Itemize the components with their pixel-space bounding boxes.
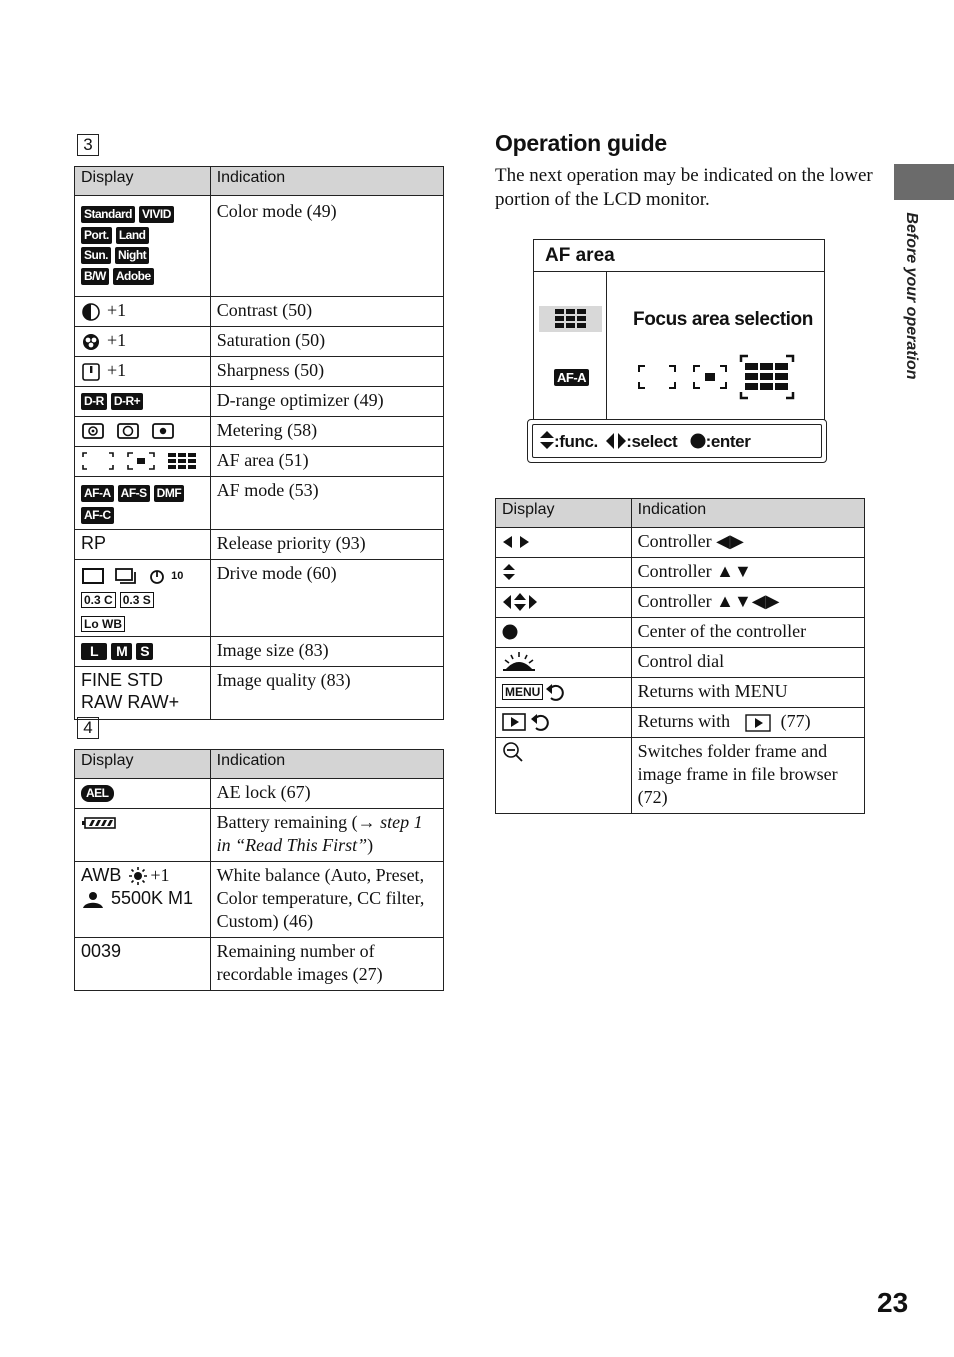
battery-icon bbox=[81, 815, 117, 831]
daylight-icon bbox=[128, 867, 148, 885]
table-row bbox=[75, 637, 444, 667]
header-indication: Indication bbox=[210, 750, 443, 779]
wb-bracket-icon: Lo WB bbox=[81, 616, 125, 632]
control-dial-icon bbox=[502, 652, 536, 672]
table-row bbox=[496, 648, 865, 678]
table-row bbox=[75, 809, 444, 862]
side-tab-marker bbox=[894, 164, 954, 200]
wb-shift-value: +1 bbox=[150, 865, 170, 885]
indication-controller-up-down: Controller ▲▼ bbox=[631, 558, 864, 588]
operation-guide-table bbox=[495, 498, 865, 814]
color-mode-sunset: Sun. bbox=[81, 247, 111, 264]
d-range-icon: D-R bbox=[81, 393, 107, 410]
af-a-icon: AF-A bbox=[81, 485, 114, 502]
indication-contrast: Contrast (50) bbox=[210, 297, 443, 327]
contrast-value: +1 bbox=[107, 300, 127, 320]
ae-lock-icon: AEL bbox=[81, 785, 114, 802]
table-row bbox=[75, 357, 444, 387]
remaining-images-display: 0039 bbox=[75, 938, 211, 991]
section-3-table bbox=[74, 166, 444, 720]
lcd-af-a-icon: AF-A bbox=[554, 369, 589, 386]
multi-segment-metering-icon bbox=[81, 421, 105, 441]
wb-temperature: 5500K M1 bbox=[111, 888, 194, 908]
battery-reference: → step 1 in “Read This First” bbox=[216, 812, 423, 855]
section-4-table bbox=[74, 749, 444, 991]
left-right-arrows-icon bbox=[606, 433, 626, 449]
color-mode-icons bbox=[75, 196, 211, 297]
lcd-func-label: :func. bbox=[554, 432, 598, 451]
color-mode-vivid: VIVID bbox=[139, 206, 174, 223]
bracket-continuous-icon: 0.3 C bbox=[81, 592, 116, 608]
indication-image-size: Image size (83) bbox=[210, 637, 443, 667]
table-row bbox=[75, 387, 444, 417]
table-row bbox=[75, 530, 444, 560]
zoom-out-icon bbox=[502, 741, 524, 763]
color-mode-adobe: Adobe bbox=[113, 268, 154, 285]
sharpness-icon bbox=[81, 362, 101, 382]
table-row bbox=[75, 862, 444, 938]
section-3-number: 3 bbox=[77, 134, 99, 156]
color-mode-portrait: Port. bbox=[81, 227, 112, 244]
dmf-icon: DMF bbox=[154, 485, 185, 502]
indication-controller-left-right: Controller ◀▶ bbox=[631, 528, 864, 558]
color-mode-standard: Standard bbox=[81, 206, 135, 223]
indication-af-area: AF area (51) bbox=[210, 447, 443, 477]
returns-with-text: Returns with bbox=[637, 711, 731, 731]
center-button-icon bbox=[502, 624, 518, 640]
header-display: Display bbox=[496, 499, 632, 528]
table-header bbox=[75, 167, 444, 196]
lcd-screen bbox=[533, 239, 825, 463]
indication-returns-with-menu: Returns with MENU bbox=[631, 678, 864, 708]
up-down-arrows-icon bbox=[540, 431, 554, 449]
lcd-wide-af-icon bbox=[637, 364, 677, 390]
left-right-arrows-icon bbox=[502, 535, 530, 549]
operation-guide-title: Operation guide bbox=[495, 130, 667, 156]
indication-remaining-images: Remaining number of recordable images (27) bbox=[210, 938, 443, 991]
return-arrow-icon bbox=[530, 713, 550, 731]
indication-drive-mode: Drive mode (60) bbox=[210, 560, 443, 637]
lcd-enter-label: :enter bbox=[705, 432, 751, 451]
indication-control-dial: Control dial bbox=[631, 648, 864, 678]
release-priority-display: RP bbox=[75, 530, 211, 560]
table-row bbox=[75, 779, 444, 809]
center-weighted-metering-icon bbox=[116, 421, 140, 441]
self-timer-label: 10 bbox=[171, 570, 184, 582]
lcd-local-af-icon bbox=[554, 308, 588, 330]
lcd-spot-af-icon bbox=[692, 364, 728, 390]
table-header bbox=[496, 499, 865, 528]
header-display: Display bbox=[75, 750, 211, 779]
playback-button-icon bbox=[745, 714, 771, 732]
image-quality-line-2: RAW RAW+ bbox=[81, 692, 180, 712]
return-arrow-icon bbox=[545, 683, 565, 701]
af-c-icon: AF-C bbox=[81, 507, 114, 524]
table-row bbox=[75, 327, 444, 357]
header-indication: Indication bbox=[210, 167, 443, 196]
image-quality-line-1: FINE STD bbox=[81, 670, 164, 690]
side-tab-label: Before your operation bbox=[903, 212, 920, 380]
custom-wb-icon bbox=[81, 889, 105, 909]
indication-center-of-controller: Center of the controller bbox=[631, 618, 864, 648]
color-mode-bw: B/W bbox=[81, 268, 109, 285]
indication-controller-four-way: Controller ▲▼◀▶ bbox=[631, 588, 864, 618]
local-af-area-icon bbox=[167, 451, 197, 471]
table-row bbox=[75, 196, 444, 297]
playback-button-icon bbox=[502, 713, 526, 731]
page-number: 23 bbox=[877, 1287, 909, 1318]
menu-button-icon: MENU bbox=[502, 684, 543, 700]
table-row bbox=[75, 938, 444, 991]
table-row bbox=[75, 417, 444, 447]
returns-with-page: (77) bbox=[780, 711, 811, 731]
table-row bbox=[496, 738, 865, 814]
lcd-select-label: :select bbox=[626, 432, 678, 451]
indication-metering: Metering (58) bbox=[210, 417, 443, 447]
lcd-operation-guide-bar bbox=[527, 419, 827, 463]
indication-sharpness: Sharpness (50) bbox=[210, 357, 443, 387]
indication-af-mode: AF mode (53) bbox=[210, 477, 443, 530]
saturation-icon bbox=[81, 332, 101, 352]
indication-ae-lock: AE lock (67) bbox=[210, 779, 443, 809]
bracket-single-icon: 0.3 S bbox=[120, 592, 154, 608]
table-row bbox=[496, 618, 865, 648]
indication-saturation: Saturation (50) bbox=[210, 327, 443, 357]
battery-text: Battery remaining ( bbox=[216, 812, 358, 832]
table-row bbox=[75, 560, 444, 637]
contrast-icon bbox=[81, 302, 101, 322]
table-row bbox=[496, 708, 865, 738]
table-row bbox=[496, 678, 865, 708]
d-range-plus-icon: D-R+ bbox=[111, 393, 143, 410]
table-row bbox=[496, 558, 865, 588]
sharpness-value: +1 bbox=[107, 360, 127, 380]
continuous-shot-icon bbox=[114, 567, 140, 585]
color-mode-landscape: Land bbox=[116, 227, 149, 244]
wide-af-area-icon bbox=[81, 451, 115, 471]
spot-metering-icon bbox=[151, 421, 175, 441]
table-row bbox=[496, 588, 865, 618]
header-display: Display bbox=[75, 167, 211, 196]
indication-color-mode: Color mode (49) bbox=[210, 196, 443, 297]
table-row bbox=[75, 297, 444, 327]
table-row bbox=[75, 667, 444, 720]
table-row bbox=[496, 528, 865, 558]
table-row bbox=[75, 477, 444, 530]
spot-af-area-icon bbox=[126, 451, 156, 471]
indication-d-range: D-range optimizer (49) bbox=[210, 387, 443, 417]
image-size-m-icon: M bbox=[111, 643, 132, 660]
self-timer-icon bbox=[149, 567, 165, 585]
center-button-icon bbox=[690, 433, 706, 449]
image-size-l-icon: L bbox=[81, 643, 107, 660]
operation-guide-intro: The next operation may be indicated on the lower portion of the LCD monitor. bbox=[495, 165, 873, 210]
lcd-left-column bbox=[606, 272, 607, 424]
image-size-s-icon: S bbox=[136, 643, 153, 660]
indication-release-priority: Release priority (93) bbox=[210, 530, 443, 560]
color-mode-night: Night bbox=[115, 247, 149, 264]
four-way-arrows-icon bbox=[502, 593, 538, 611]
indication-white-balance: White balance (Auto, Preset, Color temperature, CC filter, Custom) (46) bbox=[210, 862, 443, 938]
header-indication: Indication bbox=[631, 499, 864, 528]
lcd-local-af-selected-icon bbox=[739, 354, 795, 400]
af-s-icon: AF-S bbox=[118, 485, 150, 502]
indication-image-quality: Image quality (83) bbox=[210, 667, 443, 720]
saturation-value: +1 bbox=[107, 330, 127, 350]
lcd-title: AF area bbox=[545, 245, 615, 266]
lcd-focus-area-selection: Focus area selection bbox=[633, 309, 813, 330]
table-row bbox=[75, 447, 444, 477]
lcd-title-divider bbox=[534, 271, 824, 272]
single-shot-icon bbox=[81, 567, 105, 585]
up-down-arrows-icon bbox=[502, 563, 516, 581]
battery-close: ) bbox=[367, 835, 374, 855]
section-4-number: 4 bbox=[77, 717, 99, 739]
table-header bbox=[75, 750, 444, 779]
indication-folder-frame: Switches folder frame and image frame in file browser (72) bbox=[631, 738, 864, 814]
awb-label: AWB bbox=[81, 865, 122, 885]
